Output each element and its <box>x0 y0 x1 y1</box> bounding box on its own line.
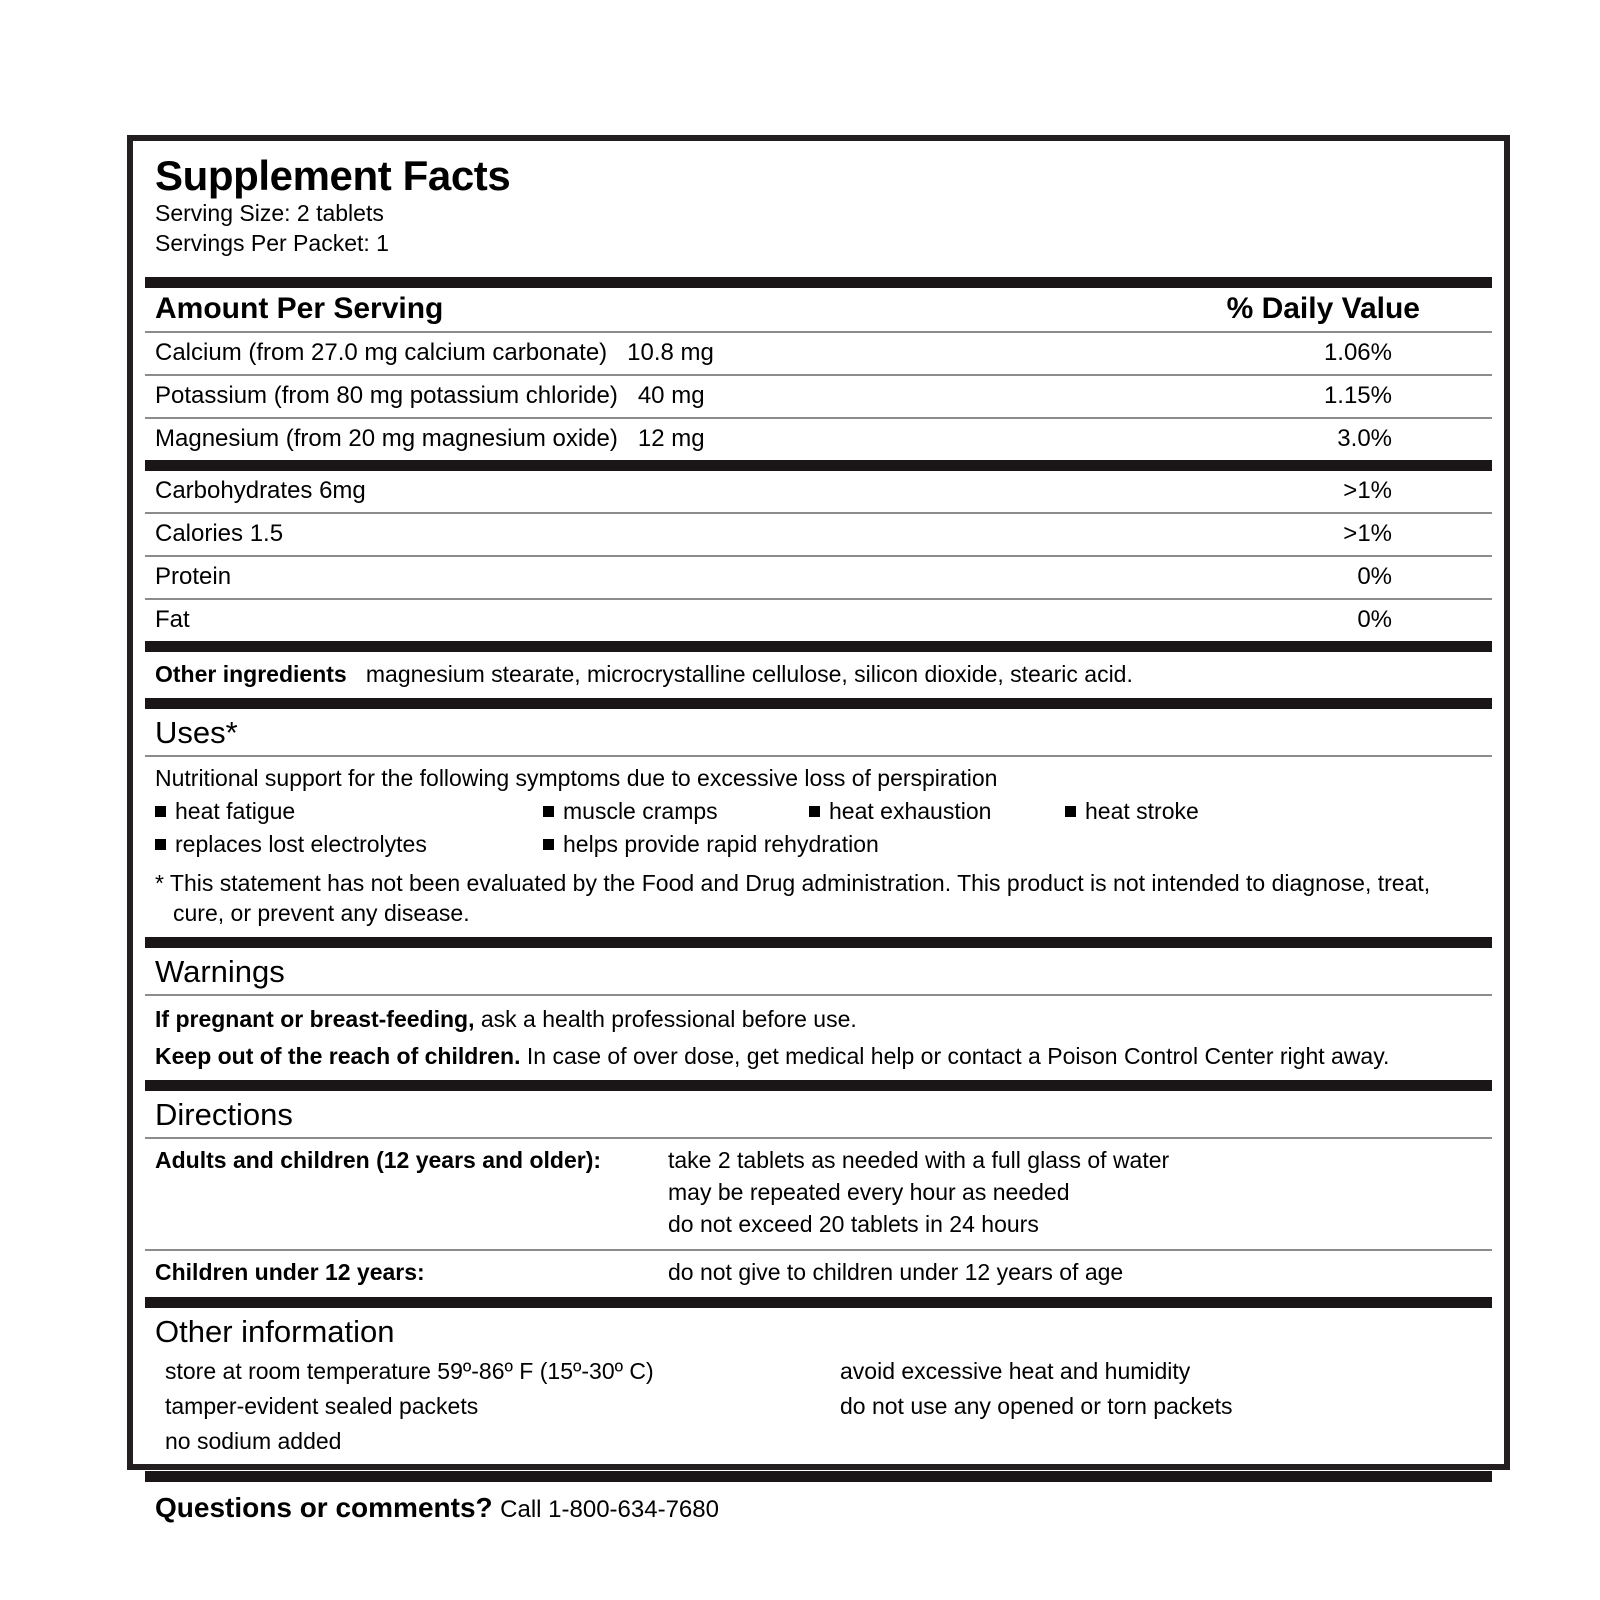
other-ingredients-text: magnesium stearate, microcrystalline cellulose, silicon dioxide, stearic acid. <box>365 660 1133 687</box>
directions-group-children <box>145 1251 1492 1297</box>
nutrient-dv: 1.06% <box>1323 338 1392 366</box>
supplement-facts-panel <box>127 135 1510 1524</box>
list-item-label: do not exceed 20 tablets in 24 hours <box>668 1211 1039 1238</box>
uses-bullet-row <box>155 798 1492 831</box>
list-item-label: heat exhaustion <box>829 797 992 824</box>
divider-thick <box>145 460 1492 471</box>
list-item <box>1065 798 1199 825</box>
list-item <box>840 1358 1190 1385</box>
uses-disclaimer <box>155 868 1492 930</box>
nutrient-dv: 1.15% <box>1323 381 1392 409</box>
macro-name: Carbohydrates 6mg <box>155 476 366 504</box>
macro-name: Protein <box>155 562 232 590</box>
list-item <box>809 798 991 825</box>
list-item <box>543 798 718 825</box>
uses-lead-text: Nutritional support for the following symptoms due to excessive loss of perspiration <box>155 764 998 791</box>
warning-pregnancy <box>145 996 1492 1043</box>
table-row <box>145 333 1492 374</box>
daily-value-label: % Daily Value <box>1226 291 1420 325</box>
list-item-label: avoid excessive heat and humidity <box>840 1358 1191 1385</box>
warnings-heading: Warnings <box>155 954 285 990</box>
list-item <box>840 1393 1233 1420</box>
disclaimer-line-1: * This statement has not been evaluated by the Food and Drug administration. This product is not intended to diagnose, treat, <box>155 869 1431 896</box>
amount-header-row <box>145 288 1492 331</box>
directions-group-adults <box>145 1139 1492 1249</box>
macro-dv: >1% <box>1343 476 1392 504</box>
servings-per-packet: Servings Per Packet: 1 <box>155 230 389 257</box>
amount-per-serving-label: Amount Per Serving <box>155 291 444 325</box>
macro-dv: 0% <box>1357 562 1392 590</box>
list-item-label: store at room temperature 59º-86º F (15º-30º C) <box>165 1358 654 1385</box>
bullet-square-icon <box>155 806 166 817</box>
table-row <box>145 514 1492 555</box>
directions-row <box>155 1147 1492 1179</box>
list-item-label: replaces lost electrolytes <box>175 830 427 857</box>
divider-thick <box>145 1080 1492 1091</box>
list-item-label: helps provide rapid rehydration <box>563 830 879 857</box>
list-item-label: tamper-evident sealed packets <box>165 1393 479 1420</box>
list-item <box>165 1428 341 1455</box>
list-item-label: heat stroke <box>1085 797 1199 824</box>
list-item <box>668 1179 1070 1206</box>
directions-heading: Directions <box>155 1097 293 1133</box>
divider-thick <box>145 277 1492 288</box>
other-information-body <box>145 1354 1492 1471</box>
directions-row <box>155 1259 1492 1291</box>
other-ingredients-row <box>145 652 1492 698</box>
list-item <box>165 1393 478 1420</box>
macro-dv: >1% <box>1343 519 1392 547</box>
other-information-row <box>155 1358 1492 1393</box>
divider-thick <box>145 641 1492 652</box>
table-row <box>145 471 1492 512</box>
divider-thick <box>145 937 1492 948</box>
list-item <box>165 1358 654 1385</box>
other-ingredients-label: Other ingredients <box>155 660 347 687</box>
bullet-square-icon <box>809 806 820 817</box>
divider-thick <box>145 698 1492 709</box>
list-item-label: heat fatigue <box>175 797 296 824</box>
divider-thick <box>145 1297 1492 1308</box>
list-item <box>155 798 295 825</box>
list-item-label: may be repeated every hour as needed <box>668 1179 1070 1206</box>
nutrient-name: Potassium (from 80 mg potassium chloride) 40 mg <box>155 381 705 409</box>
uses-body <box>145 757 1492 938</box>
warning-children <box>145 1043 1492 1080</box>
list-item <box>155 1147 601 1174</box>
page-title: Supplement Facts <box>155 152 511 199</box>
warning-pregnancy-rest: ask a health professional before use. <box>474 1006 857 1033</box>
warning-children-bold: Keep out of the reach of children. <box>155 1043 521 1070</box>
questions-call: Call 1-800-634-7680 <box>500 1496 719 1524</box>
list-item <box>668 1259 1123 1286</box>
warning-pregnancy-bold: If pregnant or breast-feeding, <box>155 1006 475 1033</box>
directions-row <box>155 1211 1492 1243</box>
list-item-label: do not use any opened or torn packets <box>840 1393 1233 1420</box>
macro-dv: 0% <box>1357 605 1392 633</box>
table-row <box>145 376 1492 417</box>
other-information-heading: Other information <box>155 1314 395 1350</box>
nutrient-dv: 3.0% <box>1337 424 1392 452</box>
list-item-label: muscle cramps <box>563 797 718 824</box>
directions-children-label: Children under 12 years: <box>155 1259 425 1286</box>
questions-prompt: Questions or comments? <box>155 1492 493 1524</box>
table-row <box>145 557 1492 598</box>
disclaimer-line-2: cure, or prevent any disease. <box>173 900 470 927</box>
bullet-square-icon <box>543 839 554 850</box>
other-information-row <box>155 1428 1492 1463</box>
list-item <box>155 831 427 858</box>
list-item <box>668 1147 1169 1174</box>
list-item-label: take 2 tablets as needed with a full glass of water <box>668 1147 1170 1174</box>
nutrient-name: Calcium (from 27.0 mg calcium carbonate) 10.8 mg <box>155 338 714 366</box>
directions-row <box>155 1179 1492 1211</box>
serving-size: Serving Size: 2 tablets <box>155 199 384 226</box>
nutrient-name: Magnesium (from 20 mg magnesium oxide) 12 mg <box>155 424 705 452</box>
other-information-row <box>155 1393 1492 1428</box>
table-row <box>145 600 1492 641</box>
questions-row <box>145 1482 1492 1532</box>
divider-thick <box>145 1471 1492 1482</box>
uses-heading: Uses* <box>155 714 238 750</box>
bullet-square-icon <box>543 806 554 817</box>
uses-bullet-row <box>155 831 1492 864</box>
list-item-label: do not give to children under 12 years of age <box>668 1259 1124 1286</box>
bullet-square-icon <box>1065 806 1076 817</box>
macro-name: Calories 1.5 <box>155 519 284 547</box>
warning-children-rest: In case of over dose, get medical help or contact a Poison Control Center right away. <box>520 1043 1390 1070</box>
list-item <box>543 831 879 858</box>
list-item <box>155 1259 425 1286</box>
macro-name: Fat <box>155 605 190 633</box>
table-row <box>145 419 1492 460</box>
list-item-label: no sodium added <box>165 1428 342 1455</box>
bullet-square-icon <box>155 839 166 850</box>
list-item <box>668 1211 1039 1238</box>
directions-adults-label: Adults and children (12 years and older): <box>155 1147 602 1174</box>
